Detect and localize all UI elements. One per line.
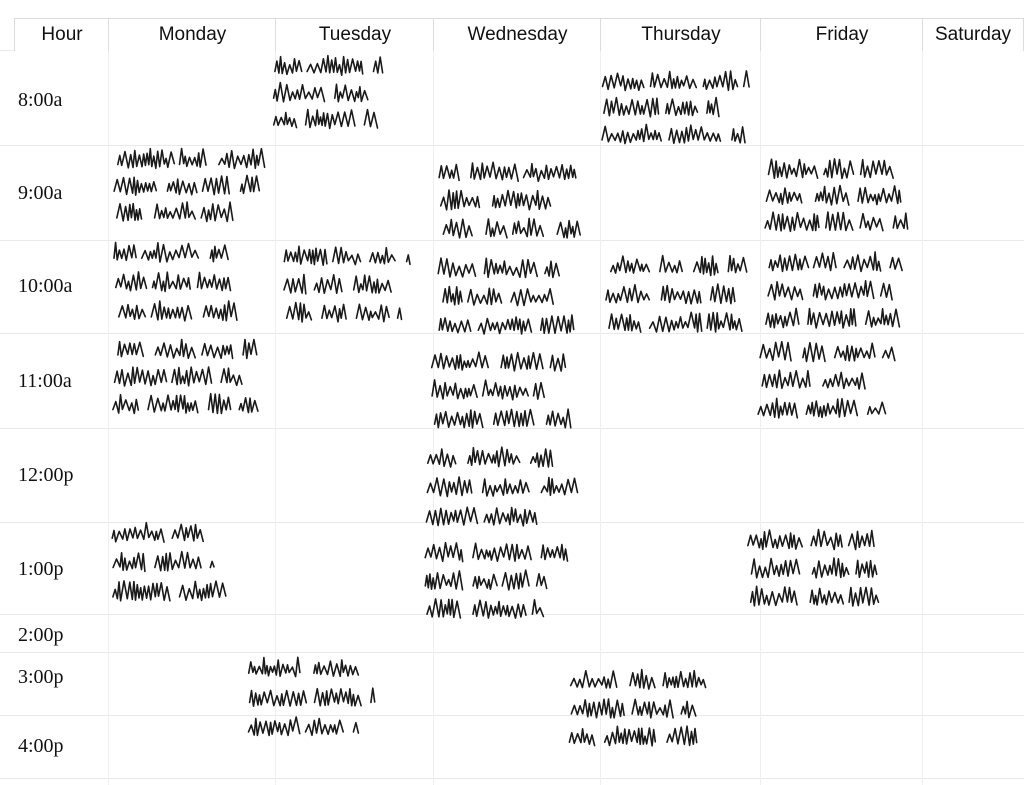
scribble-stroke xyxy=(201,202,233,221)
scribble-stroke xyxy=(603,73,644,90)
scribble-stroke xyxy=(502,570,529,590)
scribble-entry xyxy=(600,70,750,150)
scribble-stroke xyxy=(438,258,475,277)
scribble-stroke xyxy=(306,719,344,736)
scribble-stroke xyxy=(893,213,907,229)
scribble-stroke xyxy=(284,275,306,294)
scribble-stroke xyxy=(113,553,145,572)
scribble-stroke xyxy=(571,671,617,688)
scribble-stroke xyxy=(471,162,518,181)
scribble-stroke xyxy=(167,179,197,195)
scribble-stroke xyxy=(663,671,706,688)
scribble-stroke xyxy=(117,204,142,221)
scribble-stroke xyxy=(439,165,459,181)
scribble-stroke xyxy=(766,308,799,327)
scribble-stroke xyxy=(435,410,483,428)
scribble-stroke xyxy=(707,98,719,117)
scribble-stroke xyxy=(370,248,395,264)
scribble-stroke xyxy=(119,305,146,320)
scribble-stroke xyxy=(868,402,886,414)
scribble-stroke xyxy=(860,214,883,231)
scribble-stroke xyxy=(249,657,300,676)
scribble-stroke xyxy=(494,409,534,426)
scribble-stroke xyxy=(810,588,843,605)
scribble-stroke xyxy=(814,253,837,271)
header-hour: Hour xyxy=(14,18,110,51)
scribble-stroke xyxy=(483,380,529,400)
scribble-stroke xyxy=(427,477,471,497)
grid-line xyxy=(0,778,1024,779)
scribble-stroke xyxy=(606,285,649,303)
scribble-stroke xyxy=(427,599,460,618)
scribble-stroke xyxy=(210,245,228,262)
scribble-stroke xyxy=(806,399,857,418)
scribble-stroke xyxy=(881,284,892,300)
scribble-stroke xyxy=(752,559,800,578)
scribble-stroke xyxy=(374,57,383,73)
scribble-stroke xyxy=(180,581,226,600)
scribble-stroke xyxy=(112,523,164,542)
scribble-entry xyxy=(762,158,922,238)
scribble-entry xyxy=(756,340,906,425)
scribble-stroke xyxy=(221,368,242,385)
scribble-stroke xyxy=(353,723,358,733)
scribble-stroke xyxy=(856,560,877,577)
scribble-stroke xyxy=(486,219,507,238)
scribble-stroke xyxy=(669,125,720,143)
scribble-stroke xyxy=(274,83,325,102)
scribble-entry xyxy=(745,528,895,613)
scribble-stroke xyxy=(813,281,873,300)
hour-label: 2:00p xyxy=(18,624,64,646)
scribble-stroke xyxy=(666,99,698,115)
scribble-stroke xyxy=(425,571,462,590)
scribble-stroke xyxy=(769,159,818,178)
scribble-entry xyxy=(428,350,578,435)
scribble-stroke xyxy=(114,177,156,195)
grid-line xyxy=(108,50,109,785)
scribble-stroke xyxy=(890,258,902,271)
scribble-stroke xyxy=(153,272,191,291)
scribble-stroke xyxy=(602,124,661,143)
scribble-stroke xyxy=(762,370,810,388)
scribble-stroke xyxy=(364,110,377,128)
scribble-stroke xyxy=(219,149,265,169)
scribble-stroke xyxy=(824,159,854,179)
scribble-stroke xyxy=(816,186,849,206)
scribble-stroke xyxy=(760,342,791,361)
scribble-stroke xyxy=(703,71,737,90)
scribble-stroke xyxy=(811,530,842,550)
scribble-stroke xyxy=(609,314,641,332)
scribble-drawing xyxy=(280,244,430,329)
scribble-stroke xyxy=(605,726,656,746)
scribble-stroke xyxy=(425,543,463,562)
scribble-drawing xyxy=(756,340,906,425)
scribble-stroke xyxy=(203,301,237,321)
scribble-entry xyxy=(110,148,270,228)
scribble-stroke xyxy=(426,507,477,525)
scribble-stroke xyxy=(766,188,801,204)
scribble-stroke xyxy=(287,303,312,323)
scribble-entry xyxy=(110,338,260,420)
scribble-drawing xyxy=(762,250,917,335)
scribble-stroke xyxy=(314,660,358,676)
scribble-stroke xyxy=(473,543,531,561)
scribble-stroke xyxy=(243,340,257,359)
scribble-stroke xyxy=(478,317,531,334)
scribble-stroke xyxy=(531,449,553,467)
scribble-stroke xyxy=(883,347,895,360)
scribble-stroke xyxy=(650,312,702,332)
scribble-stroke xyxy=(203,176,230,195)
scribble-stroke xyxy=(249,717,300,736)
scribble-drawing xyxy=(565,668,715,753)
scribble-stroke xyxy=(443,287,462,305)
scribble-drawing xyxy=(604,254,754,339)
scribble-stroke xyxy=(209,394,231,414)
scribble-stroke xyxy=(707,313,742,333)
scribble-stroke xyxy=(632,699,673,717)
scribble-drawing xyxy=(600,70,750,150)
scribble-stroke xyxy=(651,72,697,89)
scribble-stroke xyxy=(748,530,802,549)
scribble-stroke xyxy=(569,729,594,746)
scribble-stroke xyxy=(306,110,355,129)
scribble-stroke xyxy=(849,587,878,606)
scribble-drawing xyxy=(745,528,895,613)
scribble-stroke xyxy=(532,600,543,617)
scribble-stroke xyxy=(114,242,136,260)
scribble-drawing xyxy=(110,338,260,420)
scribble-stroke xyxy=(439,318,471,333)
scribble-stroke xyxy=(322,304,346,321)
scribble-stroke xyxy=(501,353,543,371)
grid-line xyxy=(922,50,923,785)
scribble-stroke xyxy=(661,286,700,304)
scribble-stroke xyxy=(284,246,327,265)
scribble-stroke xyxy=(681,701,696,717)
scribble-stroke xyxy=(493,191,551,210)
scribble-drawing xyxy=(108,520,248,608)
hour-label: 11:00a xyxy=(18,370,72,392)
scribble-stroke xyxy=(210,562,214,568)
scribble-entry xyxy=(436,160,596,245)
scribble-entry xyxy=(280,244,430,329)
hour-label: 8:00a xyxy=(18,89,63,111)
scribble-stroke xyxy=(142,243,199,262)
scribble-stroke xyxy=(541,478,577,496)
header-tuesday: Tuesday xyxy=(275,18,435,51)
scribble-drawing xyxy=(420,540,570,625)
scribble-stroke xyxy=(484,258,537,277)
scribble-stroke xyxy=(571,699,624,718)
header-saturday: Saturday xyxy=(922,18,1024,51)
scribble-stroke xyxy=(744,71,749,87)
scribble-stroke xyxy=(250,691,307,707)
scribble-stroke xyxy=(826,212,853,231)
scribble-stroke xyxy=(118,149,175,169)
scribble-stroke xyxy=(155,340,195,359)
scribble-stroke xyxy=(239,398,258,413)
scribble-stroke xyxy=(441,190,480,210)
scribble-stroke xyxy=(432,352,489,370)
grid-line xyxy=(0,652,1024,653)
scribble-drawing xyxy=(110,148,270,228)
scribble-entry xyxy=(108,520,248,608)
scribble-stroke xyxy=(335,84,368,101)
scribble-stroke xyxy=(307,56,363,75)
scribble-drawing xyxy=(428,350,578,435)
hour-label: 12:00p xyxy=(18,464,74,486)
scribble-stroke xyxy=(314,275,342,293)
scribble-stroke xyxy=(660,256,682,273)
scribble-entry xyxy=(246,655,396,743)
scribble-stroke xyxy=(604,98,659,117)
scribble-stroke xyxy=(611,256,650,273)
scribble-stroke xyxy=(768,282,803,300)
scribble-entry xyxy=(604,254,754,339)
scribble-stroke xyxy=(751,586,797,606)
scribble-stroke xyxy=(711,284,735,304)
scribble-stroke xyxy=(849,531,874,550)
scribble-drawing xyxy=(424,445,584,533)
grid-line xyxy=(0,715,1024,716)
scribble-stroke xyxy=(545,261,559,277)
scribble-stroke xyxy=(758,398,797,418)
hour-label: 10:00a xyxy=(18,275,73,297)
scribble-stroke xyxy=(513,218,544,236)
scribble-stroke xyxy=(484,508,537,526)
header-friday: Friday xyxy=(760,18,924,51)
scribble-stroke xyxy=(198,272,231,290)
scribble-stroke xyxy=(823,372,865,389)
scribble-stroke xyxy=(844,252,881,272)
scribble-stroke xyxy=(356,304,389,321)
scribble-stroke xyxy=(812,558,848,578)
hour-label: 4:00p xyxy=(18,735,64,757)
scribble-stroke xyxy=(550,354,565,371)
scribble-stroke xyxy=(861,160,894,179)
scribble-stroke xyxy=(468,288,502,305)
scribble-stroke xyxy=(371,688,375,702)
scribble-stroke xyxy=(275,57,302,75)
scribble-stroke xyxy=(118,342,143,357)
scribble-stroke xyxy=(732,127,745,143)
scribble-entry xyxy=(424,445,584,533)
scribble-stroke xyxy=(541,545,567,562)
scribble-entry xyxy=(112,240,262,328)
scribble-stroke xyxy=(241,175,260,193)
scribble-stroke xyxy=(148,395,198,413)
scribble-stroke xyxy=(428,449,456,467)
scribble-stroke xyxy=(274,113,297,128)
hour-label: 1:00p xyxy=(18,558,64,580)
scribble-stroke xyxy=(473,574,497,589)
scribble-stroke xyxy=(116,272,147,291)
scribble-stroke xyxy=(808,309,856,328)
scribble-stroke xyxy=(511,289,553,306)
scribble-drawing xyxy=(112,240,262,328)
scribble-stroke xyxy=(534,383,545,399)
scribble-stroke xyxy=(398,308,402,319)
scribble-stroke xyxy=(547,409,571,428)
scribble-drawing xyxy=(436,160,596,245)
grid-line xyxy=(0,145,1024,146)
scribble-drawing xyxy=(762,158,922,238)
scribble-stroke xyxy=(835,343,875,361)
scribble-stroke xyxy=(115,367,167,386)
scribble-stroke xyxy=(354,275,391,293)
scribble-stroke xyxy=(113,395,138,414)
scribble-stroke xyxy=(694,256,718,276)
scribble-stroke xyxy=(202,344,233,359)
scribble-stroke xyxy=(728,256,746,273)
scribble-stroke xyxy=(630,670,655,690)
scribble-stroke xyxy=(468,447,520,466)
scribble-stroke xyxy=(180,149,207,168)
scribble-entry xyxy=(565,668,715,753)
scribble-stroke xyxy=(113,581,170,601)
header-thursday: Thursday xyxy=(600,18,762,51)
scribble-stroke xyxy=(541,315,574,333)
scribble-stroke xyxy=(407,255,410,264)
hour-label: 9:00a xyxy=(18,182,63,204)
scribble-entry xyxy=(270,55,395,135)
scribble-entry xyxy=(436,256,586,341)
scribble-stroke xyxy=(667,726,697,745)
scribble-stroke xyxy=(473,600,526,618)
scribble-entry xyxy=(762,250,917,335)
scribble-stroke xyxy=(524,164,576,182)
scribble-entry xyxy=(420,540,570,625)
scribble-stroke xyxy=(172,367,212,386)
scribble-stroke xyxy=(537,574,547,589)
scribble-stroke xyxy=(803,343,825,362)
scribble-stroke xyxy=(172,524,203,541)
scribble-stroke xyxy=(866,309,900,327)
scribble-stroke xyxy=(333,247,361,264)
scribble-stroke xyxy=(858,186,901,205)
scribble-stroke xyxy=(765,212,819,231)
hour-label: 3:00p xyxy=(18,666,64,688)
header-monday: Monday xyxy=(108,18,277,51)
scribble-stroke xyxy=(769,254,808,271)
scribble-stroke xyxy=(155,202,196,219)
header-wednesday: Wednesday xyxy=(433,18,602,51)
scribble-drawing xyxy=(436,256,586,341)
scribble-drawing xyxy=(246,655,396,743)
scribble-stroke xyxy=(151,301,191,321)
scribble-stroke xyxy=(155,552,201,571)
scribble-drawing xyxy=(270,55,395,135)
scribble-stroke xyxy=(432,380,477,399)
scribble-stroke xyxy=(557,221,580,238)
scribble-stroke xyxy=(443,219,472,238)
scribble-stroke xyxy=(483,479,529,496)
scribble-stroke xyxy=(315,689,362,706)
